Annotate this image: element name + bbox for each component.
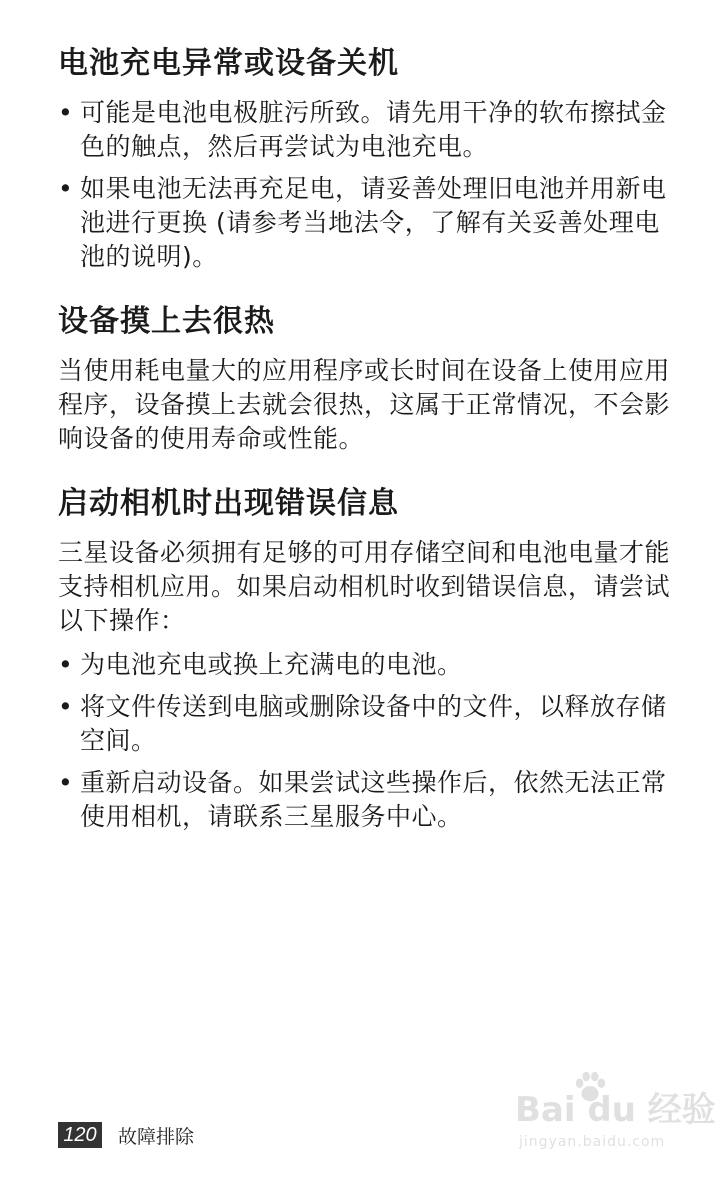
bullet-list [58,96,678,274]
bullet-list [58,648,678,834]
section-device-hot [58,304,678,456]
section-title: 电池充电异常或设备关机 [58,46,399,81]
page-footer [58,1122,194,1148]
section-camera-error [58,486,678,834]
footer-section-label: 故障排除 [118,1125,195,1148]
section-paragraph: 当使用耗电量大的应用程序或长时间在设备上使用应用程序，设备摸上去就会很热，这属于正常情况，不会影响设备的使用寿命或性能。 [58,356,671,453]
section-title: 设备摸上去很热 [58,304,275,339]
bullet-item [58,96,678,164]
document-page [58,46,678,864]
page-number: 120 [58,1122,102,1148]
section-paragraph: 三星设备必须拥有足够的可用存储空间和电池电量才能支持相机应用。如果启动相机时收到错误信息，请尝试以下操作： [58,538,671,635]
bullet-item [58,648,678,682]
bullet-text: 将文件传送到电脑或删除设备中的文件，以释放存储空间。 [80,692,667,755]
bullet-text: 如果电池无法再充足电，请妥善处理旧电池并用新电池进行更换 (请参考当地法令，了解有关妥善处理电池的说明)。 [80,174,667,271]
bullet-dot: • [58,174,74,203]
watermark-main-text: Bai du 经验 [515,1090,716,1130]
bullet-item [58,766,678,834]
baidu-jingyan-watermark [515,1082,716,1162]
bullet-text: 重新启动设备。如果尝试这些操作后，依然无法正常使用相机，请联系三星服务中心。 [80,768,667,831]
bullet-dot: • [58,650,74,679]
watermark-url-text: jingyan.baidu.com [519,1134,666,1150]
section-battery-charging [58,46,678,274]
bullet-text: 为电池充电或换上充满电的电池。 [80,650,463,679]
bullet-dot: • [58,768,74,797]
bullet-item [58,172,678,274]
bullet-dot: • [58,98,74,127]
bullet-dot: • [58,692,74,721]
section-title: 启动相机时出现错误信息 [58,486,399,521]
bullet-text: 可能是电池电极脏污所致。请先用干净的软布擦拭金色的触点，然后再尝试为电池充电。 [80,98,667,161]
bullet-item [58,690,678,758]
